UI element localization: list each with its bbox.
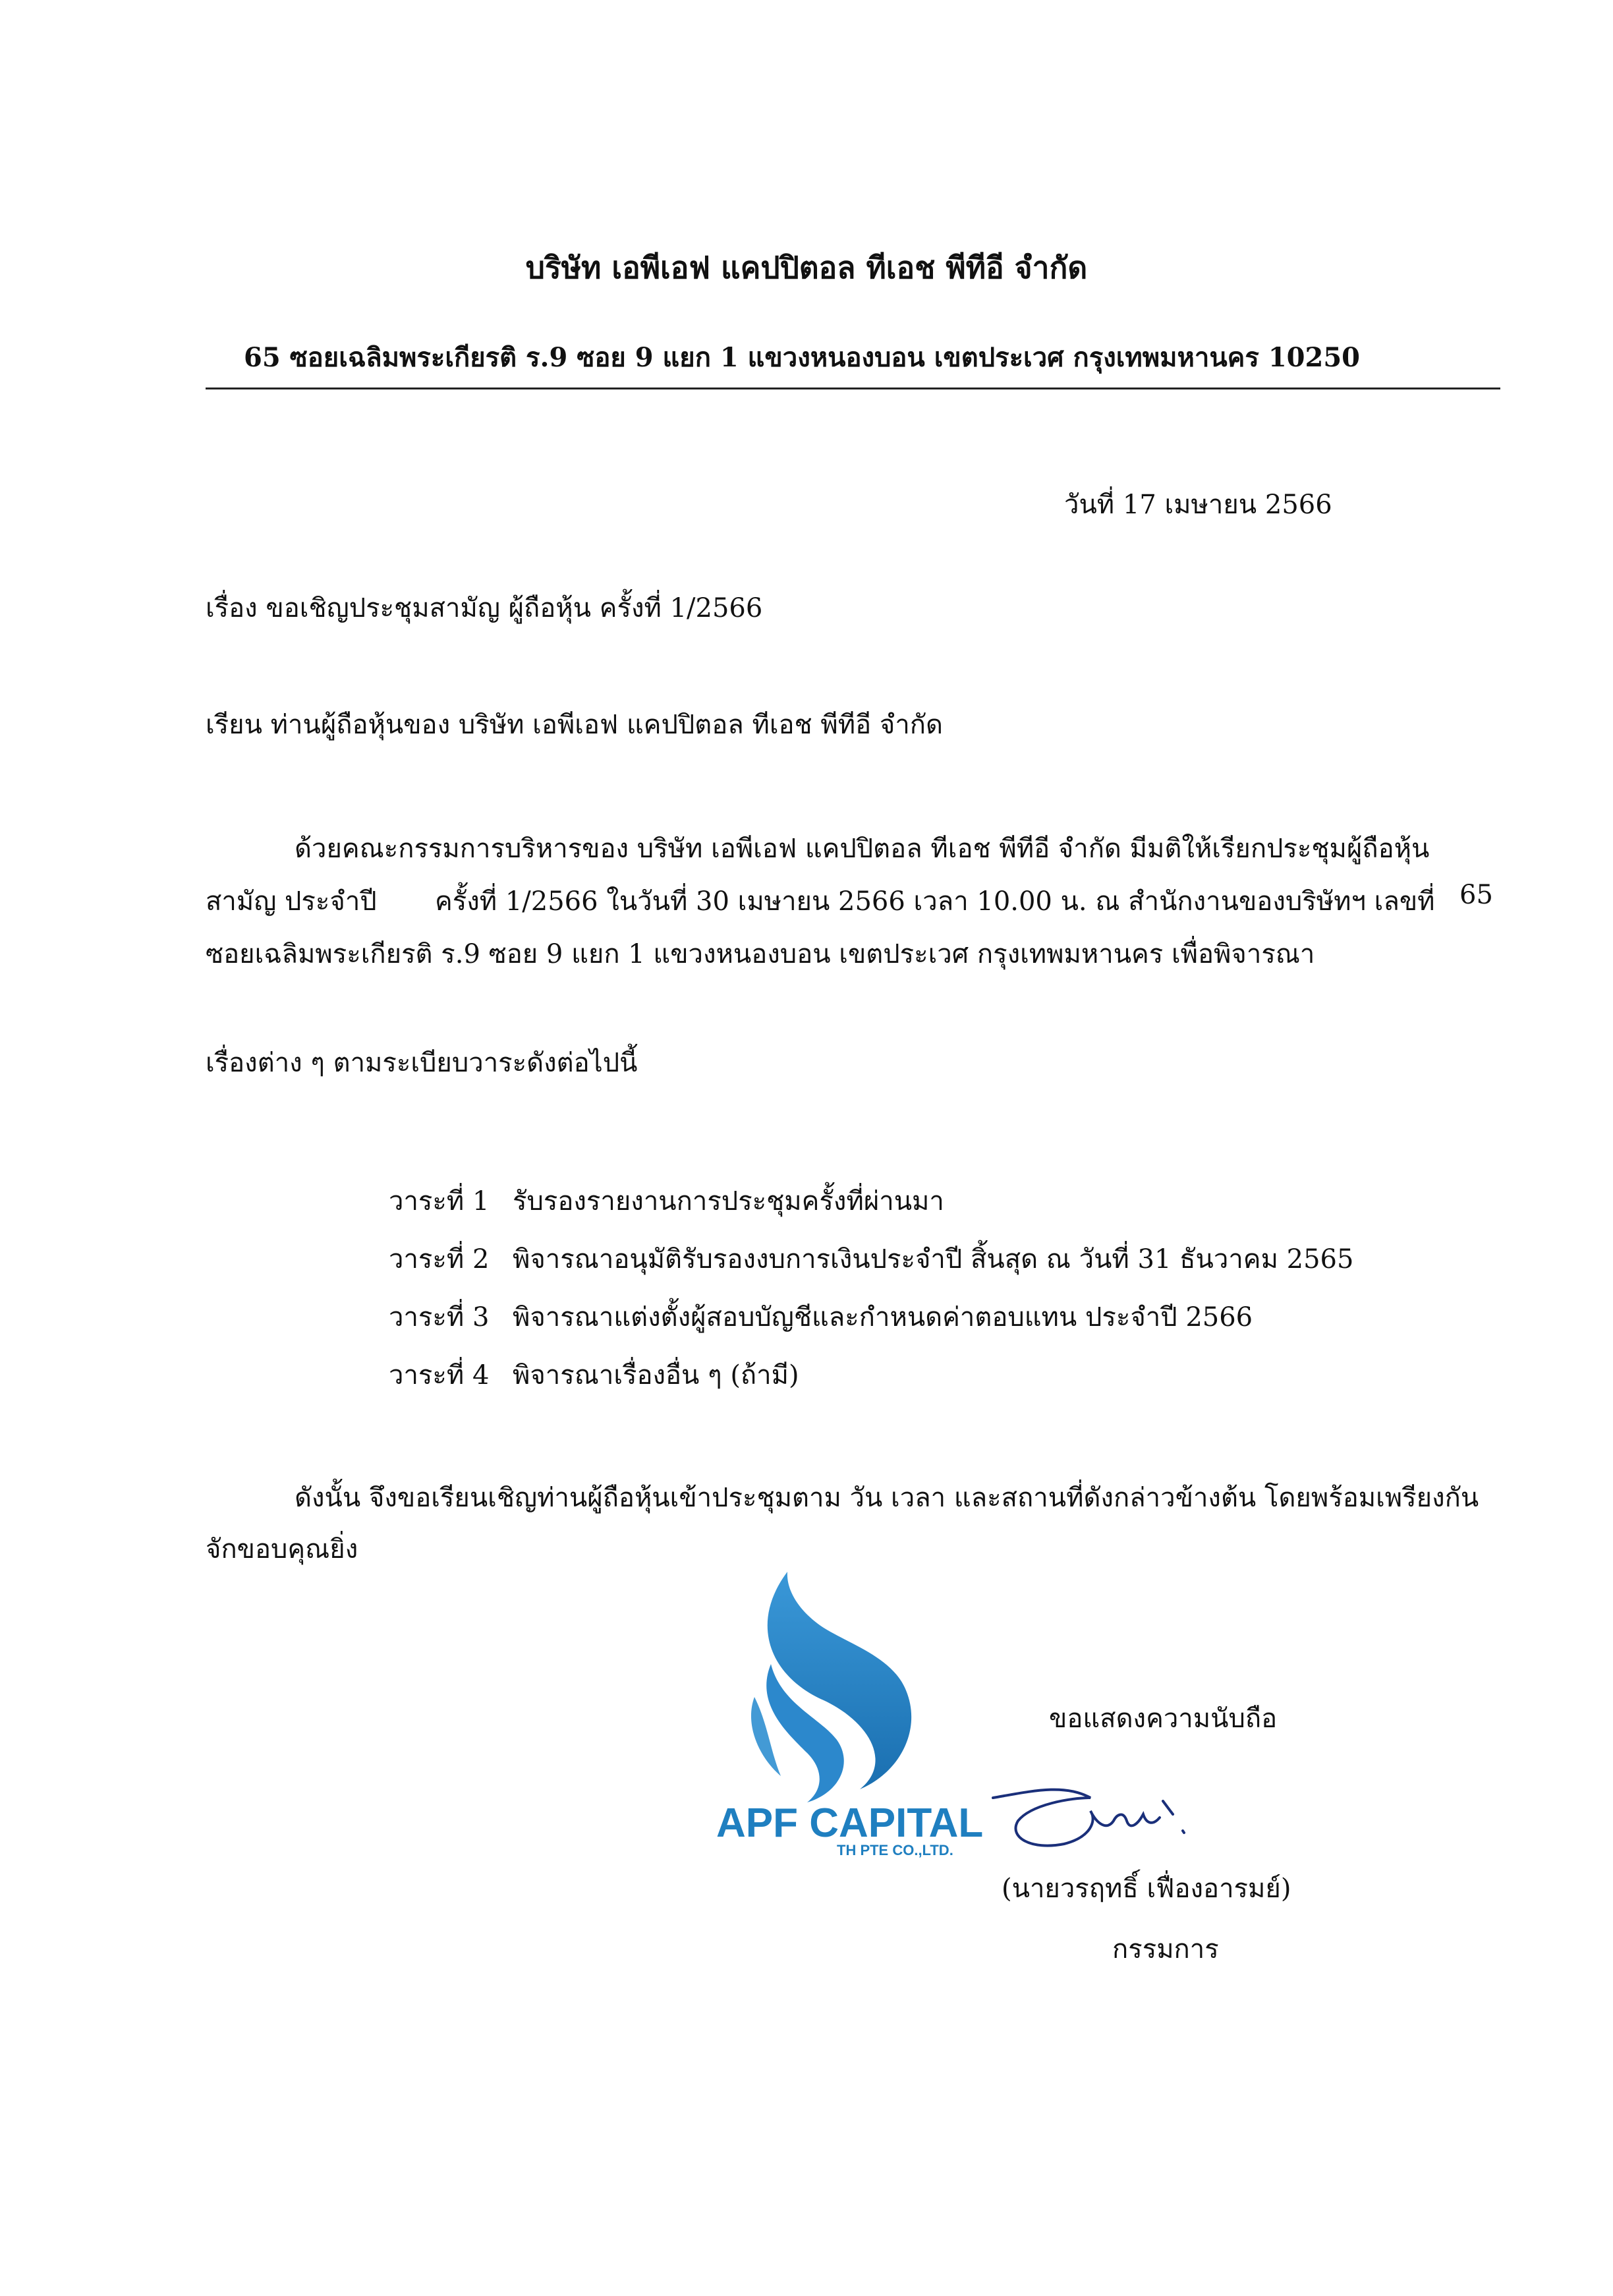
company-logo [708, 1565, 998, 1858]
closing-line-2: จักขอบคุณยิ่ง [206, 1534, 358, 1564]
agenda-intro: เรื่องต่าง ๆ ตามระเบียบวาระดังต่อไปนี้ [206, 1048, 638, 1078]
agenda-label: วาระที่ 2 [389, 1244, 490, 1275]
svg-text:TH PTE CO.,LTD.: TH PTE CO.,LTD. [837, 1842, 953, 1858]
regards: ขอแสดงความนับถือ [1049, 1704, 1278, 1734]
body-line-2b: ครั้งที่ 1/2566 ในวันที่ 30 เมษายน 2566 เวลา 10.00 น. ณ สำนักงานของบริษัทฯ เลขที่ [435, 886, 1435, 917]
company-address: 65 ซอยเฉลิมพระเกียรติ ร.9 ซอย 9 แยก 1 แขวงหนองบอน เขตประเวศ กรุงเทพมหานคร 10250 [244, 342, 1361, 373]
date-line: วันที่ 17 เมษายน 2566 [1064, 490, 1332, 520]
agenda-label: วาระที่ 4 [389, 1360, 490, 1391]
agenda-text: พิจารณาเรื่องอื่น ๆ (ถ้ามี) [513, 1360, 799, 1391]
letterhead-divider [206, 387, 1500, 389]
body-line-3: ซอยเฉลิมพระเกียรติ ร.9 ซอย 9 แยก 1 แขวงหนองบอน เขตประเวศ กรุงเทพมหานคร เพื่อพิจารณา [206, 939, 1315, 969]
signer-position: กรรมการ [1112, 1934, 1219, 1965]
body-line-2a: สามัญ ประจำปี [206, 886, 377, 917]
flame-logo-icon [708, 1565, 998, 1858]
svg-text:APF CAPITAL: APF CAPITAL [716, 1800, 984, 1846]
subject-line: เรื่อง ขอเชิญประชุมสามัญ ผู้ถือหุ้น ครั้งที่ 1/2566 [206, 593, 763, 623]
body-line-2c: 65 [1459, 880, 1493, 910]
body-line-1: ด้วยคณะกรรมการบริหารของ บริษัท เอพีเอฟ แคปปิตอล ทีเอช พีทีอี จำกัด มีมติให้เรียกประชุมผู้ถือหุ้น [295, 834, 1430, 864]
agenda-label: วาระที่ 1 [389, 1186, 490, 1217]
agenda-label: วาระที่ 3 [389, 1302, 490, 1333]
handwritten-signature [992, 1785, 1255, 1857]
agenda-text: พิจารณาแต่งตั้งผู้สอบบัญชีและกำหนดค่าตอบแทน ประจำปี 2566 [513, 1302, 1253, 1333]
company-name: บริษัท เอพีเอฟ แคปปิตอล ทีเอช พีทีอี จำกัด [525, 250, 1088, 285]
salutation: เรียน ท่านผู้ถือหุ้นของ บริษัท เอพีเอฟ แคปปิตอล ทีเอช พีทีอี จำกัด [206, 710, 943, 740]
agenda-text: รับรองรายงานการประชุมครั้งที่ผ่านมา [513, 1186, 944, 1217]
signer-name: (นายวรฤทธิ์ เฟื่องอารมย์) [1002, 1874, 1291, 1904]
closing-line-1: ดังนั้น จึงขอเรียนเชิญท่านผู้ถือหุ้นเข้าประชุมตาม วัน เวลา และสถานที่ดังกล่าวข้างต้น โดยพร้อมเพรียงกัน [295, 1483, 1479, 1513]
agenda-text: พิจารณาอนุมัติรับรองงบการเงินประจำปี สิ้นสุด ณ วันที่ 31 ธันวาคม 2565 [513, 1244, 1354, 1275]
